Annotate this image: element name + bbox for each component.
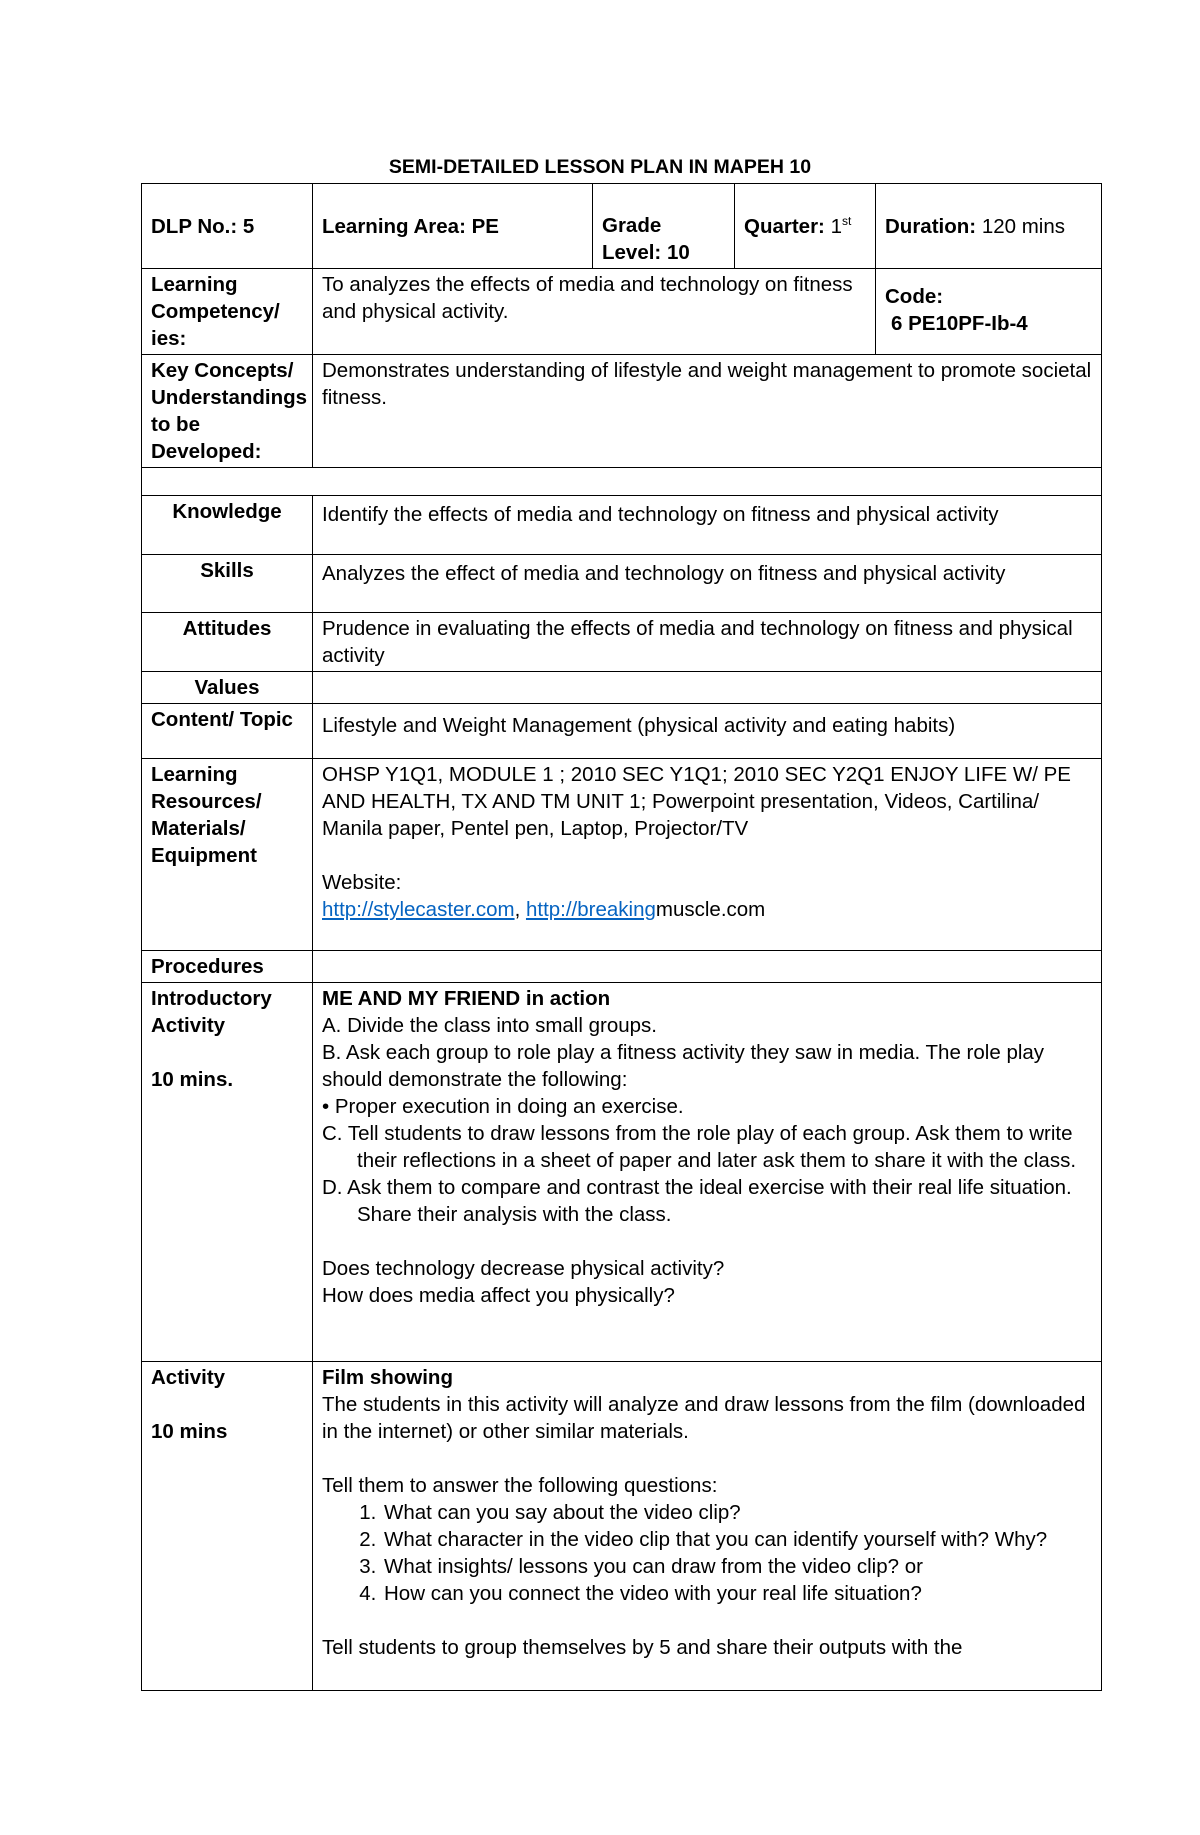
skills-row xyxy=(142,555,1102,613)
quarter-label: Quarter: xyxy=(744,214,825,238)
procedures-text xyxy=(313,951,1102,983)
attitudes-row xyxy=(142,613,1102,672)
knowledge-label: Knowledge xyxy=(142,496,313,555)
intro-time: 10 mins. xyxy=(151,1068,234,1091)
resources-row xyxy=(142,759,1102,951)
grade-level-cell xyxy=(593,184,735,269)
lesson-plan-table xyxy=(141,183,1102,1691)
activity-time: 10 mins xyxy=(151,1420,228,1443)
intro-step-c: C. Tell students to draw lessons from the role play of each group. Ask them to write their reflections in a sheet of paper and later ask them to share it with the class. xyxy=(322,1122,1077,1172)
resources-spacer xyxy=(322,842,1092,869)
page-title: SEMI-DETAILED LESSON PLAN IN MAPEH 10 xyxy=(388,156,812,178)
activity-closing: Tell students to group themselves by 5 and share their outputs with the xyxy=(322,1636,963,1659)
activity-question-1: 1. What can you say about the video clip? xyxy=(382,1499,1092,1526)
procedures-row xyxy=(142,951,1102,983)
resources-label: Learning Resources/ Materials/ Equipment xyxy=(142,759,313,951)
skills-label: Skills xyxy=(142,555,313,613)
activity-intro: The students in this activity will analyze and draw lessons from the film (downloaded in the internet) or other similar materials. xyxy=(322,1393,1086,1443)
procedures-label: Procedures xyxy=(142,951,313,983)
key-concepts-text: Demonstrates understanding of lifestyle and weight management to promote societal fitness. xyxy=(313,355,1102,468)
content-label: Content/ Topic xyxy=(142,704,313,759)
link-breakingmuscle[interactable]: http://breaking xyxy=(525,898,656,921)
activity-gap-2 xyxy=(322,1607,1092,1634)
activity-question-3: 3. What insights/ lessons you can draw from the video clip? or xyxy=(382,1553,1092,1580)
activity-spacer xyxy=(151,1391,303,1418)
content-text: Lifestyle and Weight Management (physical activity and eating habits) xyxy=(313,704,1102,759)
content-row xyxy=(142,704,1102,759)
spacer-row xyxy=(142,468,1102,496)
activity-row xyxy=(142,1362,1102,1691)
activity-question-4: 4. How can you connect the video with your real life situation? xyxy=(382,1580,1092,1607)
activity-label-cell xyxy=(142,1362,313,1691)
activity-question-2: 2. What character in the video clip that you can identify yourself with? Why? xyxy=(382,1526,1092,1553)
intro-step-a: A. Divide the class into small groups. xyxy=(322,1014,657,1037)
activity-gap-1 xyxy=(322,1445,1092,1472)
values-row xyxy=(142,672,1102,704)
intro-label: Introductory Activity xyxy=(151,987,272,1037)
learning-area-value: PE xyxy=(471,214,499,238)
duration-cell xyxy=(876,184,1102,269)
intro-content xyxy=(313,983,1102,1362)
key-concepts-label: Key Concepts/ Understandings to be Developed: xyxy=(142,355,313,468)
activity-questions xyxy=(322,1499,1092,1607)
intro-gap xyxy=(322,1228,1092,1255)
duration-label: Duration: xyxy=(885,214,977,238)
key-concepts-row xyxy=(142,355,1102,468)
skills-text: Analyzes the effect of media and technology on fitness and physical activity xyxy=(313,555,1102,613)
knowledge-text: Identify the effects of media and technology on fitness and physical activity xyxy=(313,496,1102,555)
intro-label-cell xyxy=(142,983,313,1362)
intro-question-2: How does media affect you physically? xyxy=(322,1284,675,1307)
quarter-suffix: st xyxy=(842,213,852,228)
code-cell xyxy=(876,269,1102,355)
intro-step-b: B. Ask each group to role play a fitness activity they saw in media. The role play should demonstrate the following: xyxy=(322,1041,1045,1091)
quarter-cell xyxy=(735,184,876,269)
header-row xyxy=(142,184,1102,269)
link-tail: muscle.com xyxy=(655,898,766,921)
intro-spacer xyxy=(151,1039,303,1066)
activity-label: Activity xyxy=(151,1366,226,1389)
dlp-label: DLP No.: xyxy=(151,214,238,238)
intro-question-1: Does technology decrease physical activity? xyxy=(322,1257,725,1280)
competency-text: To analyzes the effects of media and technology on fitness and physical activity. xyxy=(313,269,876,355)
quarter-value: 1 xyxy=(830,214,842,238)
spacer-cell xyxy=(142,468,1102,496)
website-links xyxy=(322,896,1092,923)
attitudes-label: Attitudes xyxy=(142,613,313,672)
intro-heading: ME AND MY FRIEND in action xyxy=(322,987,611,1010)
knowledge-row xyxy=(142,496,1102,555)
grade-level-value: 10 xyxy=(666,241,690,264)
activity-prompt: Tell them to answer the following questions: xyxy=(322,1474,718,1497)
dlp-cell xyxy=(142,184,313,269)
intro-bullet: • Proper execution in doing an exercise. xyxy=(322,1095,684,1118)
resources-text: OHSP Y1Q1, MODULE 1 ; 2010 SEC Y1Q1; 2010 SEC Y2Q1 ENJOY LIFE W/ PE AND HEALTH, TX AND TM UNIT 1; Powerpoint presentation, Videos, Cartilina/ Manila paper, Pentel pen, Laptop, Projector/TV xyxy=(322,763,1071,840)
code-value: 6 PE10PF-Ib-4 xyxy=(891,312,1028,335)
link-separator: , xyxy=(514,898,526,921)
dlp-value: 5 xyxy=(242,214,255,238)
values-text xyxy=(313,672,1102,704)
activity-heading: Film showing xyxy=(322,1366,453,1389)
competency-label: Learning Competency/ ies: xyxy=(142,269,313,355)
learning-area-label: Learning Area: xyxy=(322,214,466,238)
website-label: Website: xyxy=(322,871,402,894)
link-stylecaster[interactable]: http://stylecaster.com xyxy=(322,898,515,921)
learning-area-cell xyxy=(313,184,593,269)
grade-level-label: Grade Level: xyxy=(602,214,662,264)
values-label: Values xyxy=(142,672,313,704)
code-label: Code: xyxy=(885,285,944,308)
attitudes-text: Prudence in evaluating the effects of media and technology on fitness and physical activity xyxy=(313,613,1102,672)
competency-row xyxy=(142,269,1102,355)
intro-step-d: D. Ask them to compare and contrast the ideal exercise with their real life situation. Share their analysis with the class. xyxy=(322,1176,1072,1226)
activity-content xyxy=(313,1362,1102,1691)
intro-row xyxy=(142,983,1102,1362)
resources-cell xyxy=(313,759,1102,951)
duration-value: 120 mins xyxy=(981,214,1065,238)
